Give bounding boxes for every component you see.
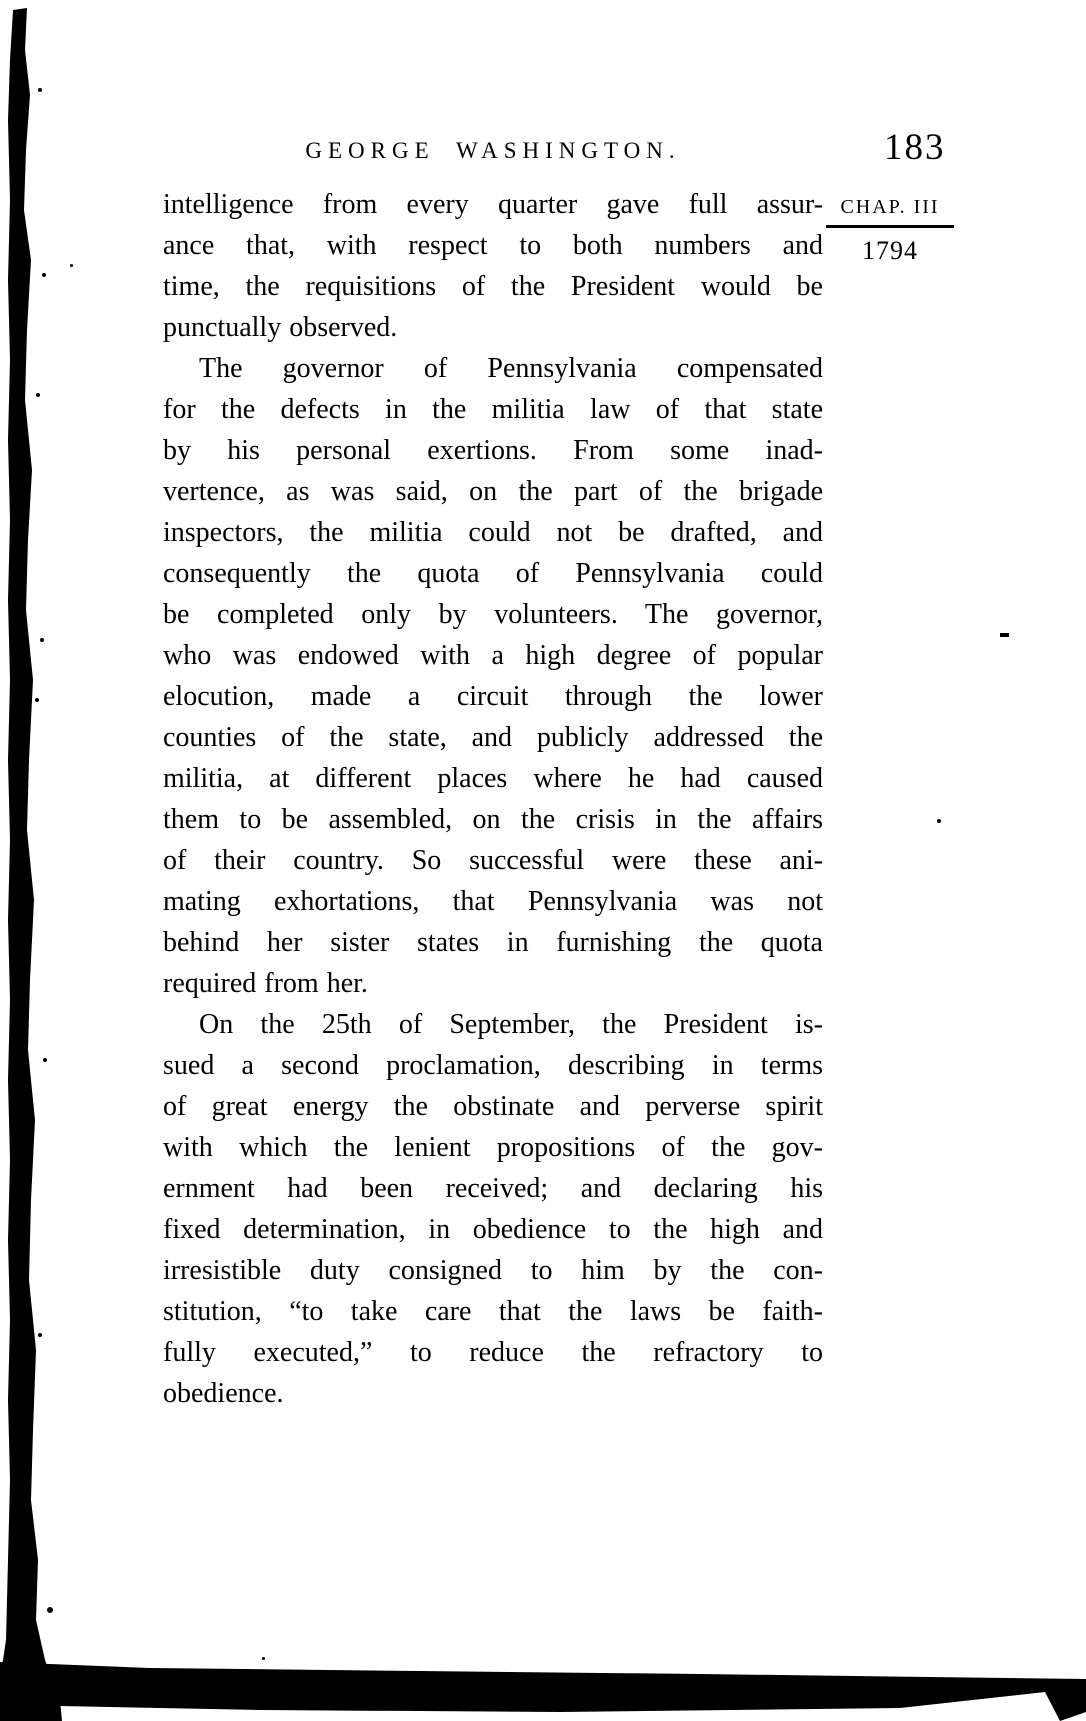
text-line: On the 25th of September, the President is-	[199, 1009, 823, 1040]
text-line: sued a second proclamation, describing in terms	[163, 1050, 823, 1081]
paragraph	[163, 348, 823, 1004]
text-line: obedience.	[163, 1378, 284, 1409]
binding-edge-artifact	[0, 0, 70, 1721]
text-line: with which the lenient propositions of the gov-	[163, 1132, 823, 1163]
running-header: GEORGE WASHINGTON.	[305, 138, 681, 163]
page-number: 183	[884, 127, 946, 168]
text-line: mating exhortations, that Pennsylvania was not	[163, 886, 823, 917]
text-line: elocution, made a circuit through the lower	[163, 681, 823, 712]
text-line: for the defects in the militia law of that state	[163, 394, 823, 425]
scan-speck	[937, 819, 941, 823]
paragraph	[163, 184, 823, 348]
text-line: of their country. So successful were these ani-	[163, 845, 823, 876]
chapter-label: CHAP. III	[826, 196, 954, 228]
text-line: who was endowed with a high degree of popular	[163, 640, 823, 671]
text-line: by his personal exertions. From some inad-	[163, 435, 823, 466]
text-line: intelligence from every quarter gave full assur-	[163, 189, 823, 220]
text-line: irresistible duty consigned to him by the con-	[163, 1255, 823, 1286]
text-line: punctually observed.	[163, 312, 398, 343]
text-line: vertence, as was said, on the part of the brigade	[163, 476, 823, 507]
text-line: ernment had been received; and declaring his	[163, 1173, 823, 1204]
text-line: required from her.	[163, 968, 368, 999]
paragraph	[163, 1004, 823, 1414]
text-line: behind her sister states in furnishing the quota	[163, 927, 823, 958]
text-line: counties of the state, and publicly addressed the	[163, 722, 823, 753]
text-line: inspectors, the militia could not be drafted, and	[163, 517, 823, 548]
text-line: them to be assembled, on the crisis in the affairs	[163, 804, 823, 835]
text-line: consequently the quota of Pennsylvania could	[163, 558, 823, 589]
text-line: militia, at different places where he had caused	[163, 763, 823, 794]
text-line: stitution, “to take care that the laws be faith-	[163, 1296, 823, 1327]
text-line: The governor of Pennsylvania compensated	[199, 353, 823, 384]
body-text	[163, 184, 823, 1414]
scan-speck	[262, 1657, 265, 1660]
text-line: ance that, with respect to both numbers and	[163, 230, 823, 261]
margin-note	[826, 196, 954, 266]
text-line: be completed only by volunteers. The governor,	[163, 599, 823, 630]
text-line: fully executed,” to reduce the refractory to	[163, 1337, 823, 1368]
year-label: 1794	[862, 236, 918, 265]
text-line: of great energy the obstinate and perverse spirit	[163, 1091, 823, 1122]
scan-speck	[70, 264, 73, 267]
text-line: time, the requisitions of the President would be	[163, 271, 823, 302]
text-line: fixed determination, in obedience to the high and	[163, 1214, 823, 1245]
scan-speck	[1000, 633, 1009, 637]
